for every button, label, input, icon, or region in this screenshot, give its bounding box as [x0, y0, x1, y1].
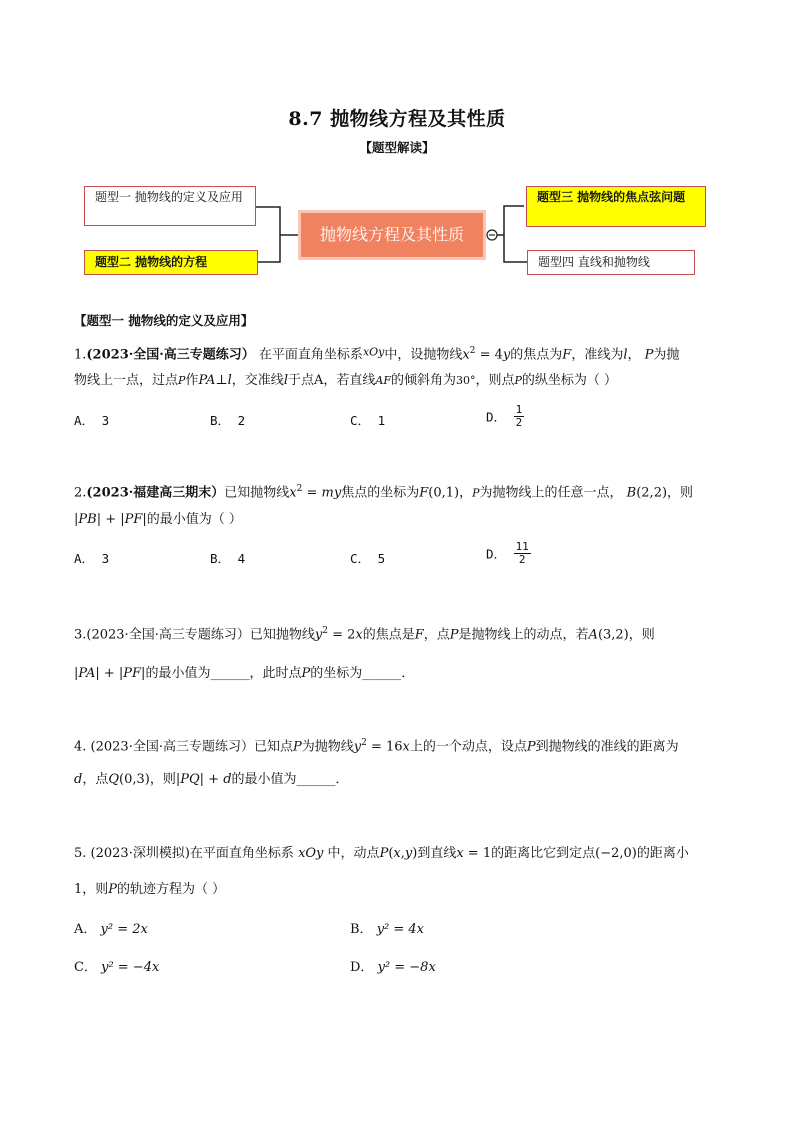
question-1: 1.(2023·全国·高三专题练习） 在平面直角坐标系$^{xOy}$中，设抛物线$x^2 = 4y$的焦点为F，准线为l， P为抛 — [74, 345, 680, 363]
question-number: 2. — [74, 485, 87, 501]
q1-option-c[interactable]: C． 1 — [350, 413, 386, 428]
question-5: 5. (2023·深圳模拟)在平面直角坐标系 xOy 中，动点P(x,y)到直线x = 1的距离比它到定点(−2,0)的距离小 — [74, 846, 689, 861]
question-2-line2: |PB| + |PF|的最小值为（ ） — [74, 512, 242, 527]
mindmap-node-type2-label: 题型二 抛物线的方程 — [95, 255, 208, 269]
q2-option-b[interactable]: B． 4 — [210, 551, 246, 566]
q2-option-d[interactable]: D． $\frac{11}{2}$ — [486, 540, 529, 566]
connector-left-bracket — [256, 207, 280, 262]
question-source: (2023·深圳模拟) — [86, 846, 190, 861]
mindmap-node-type3[interactable] — [526, 186, 706, 227]
mindmap-node-type3-label: 题型三 抛物线的焦点弦问题 — [537, 190, 686, 204]
question-number: 3. — [74, 627, 87, 643]
question-source: (2023·福建高三期末） — [86, 485, 225, 501]
mindmap-node-type1[interactable] — [84, 186, 256, 226]
section-heading-type1: 【题型一 抛物线的定义及应用】 — [74, 313, 254, 328]
q1-option-d[interactable]: D． $\frac{1}{2}$ — [486, 403, 523, 429]
q5-option-a[interactable]: A． y² = 2x — [74, 922, 148, 937]
q5-option-b[interactable]: B． y² = 4x — [350, 922, 425, 937]
question-number: 5. — [74, 846, 87, 861]
mindmap-node-type4[interactable] — [527, 250, 695, 275]
page-title: 8.7 抛物线方程及其性质 — [288, 108, 506, 130]
q1-option-b[interactable]: B． 2 — [210, 413, 246, 428]
question-3-line2: |PA| + |PF|的最小值为______，此时点P的坐标为______． — [74, 666, 415, 681]
q2-option-a[interactable]: A． 3 — [74, 551, 110, 566]
page-subtitle: 【题型解读】 — [359, 140, 435, 155]
mindmap-node-type2[interactable] — [84, 250, 258, 275]
question-4-line2: d，点Q(0,3)，则|PQ| + d的最小值为______． — [74, 772, 349, 787]
question-1-line2: 物线上一点，过点P作PA⊥l，交准线l于点A，若直线AF的倾斜角为30°，则点P的纵坐标为（ ） — [74, 373, 618, 388]
q1-option-a[interactable]: A． 3 — [74, 413, 110, 428]
question-source: (2023·全国·高三专题练习） — [86, 739, 254, 755]
question-5-line2: 1，则P的轨迹方程为（ ） — [74, 882, 226, 897]
question-3: 3.(2023·全国·高三专题练习）已知抛物线$y^2 = 2x$的焦点是F，点P是抛物线上的动点，若A(3,2)，则 — [74, 626, 655, 643]
q5-option-c[interactable]: C． y² = −4x — [74, 960, 160, 975]
mindmap-node-type1-label: 题型一 抛物线的定义及应用 — [95, 190, 243, 204]
question-source: (2023·全国·高三专题练习） — [86, 627, 250, 643]
mindmap-center-node[interactable] — [298, 210, 486, 260]
connector-right-bracket — [504, 206, 527, 262]
question-number: 4. — [74, 739, 87, 755]
question-4: 4. (2023·全国·高三专题练习）已知点P为抛物线$y^2 = 16x$上的一个动点，设点P到抛物线的准线的距离为 — [74, 738, 679, 755]
q5-option-d[interactable]: D． y² = −8x — [350, 960, 436, 975]
question-source: (2023·全国·高三专题练习） — [86, 347, 255, 363]
question-2: 2.(2023·福建高三期末）已知抛物线$x^2$ = my焦点的坐标为F(0,1)，P为抛物线上的任意一点， B(2,2)，则 — [74, 484, 694, 501]
mindmap-node-type4-label: 题型四 直线和抛物线 — [538, 255, 650, 269]
mindmap-center-label: 抛物线方程及其性质 — [319, 225, 464, 244]
q2-option-c[interactable]: C． 5 — [350, 551, 386, 566]
question-number: 1. — [74, 347, 87, 363]
